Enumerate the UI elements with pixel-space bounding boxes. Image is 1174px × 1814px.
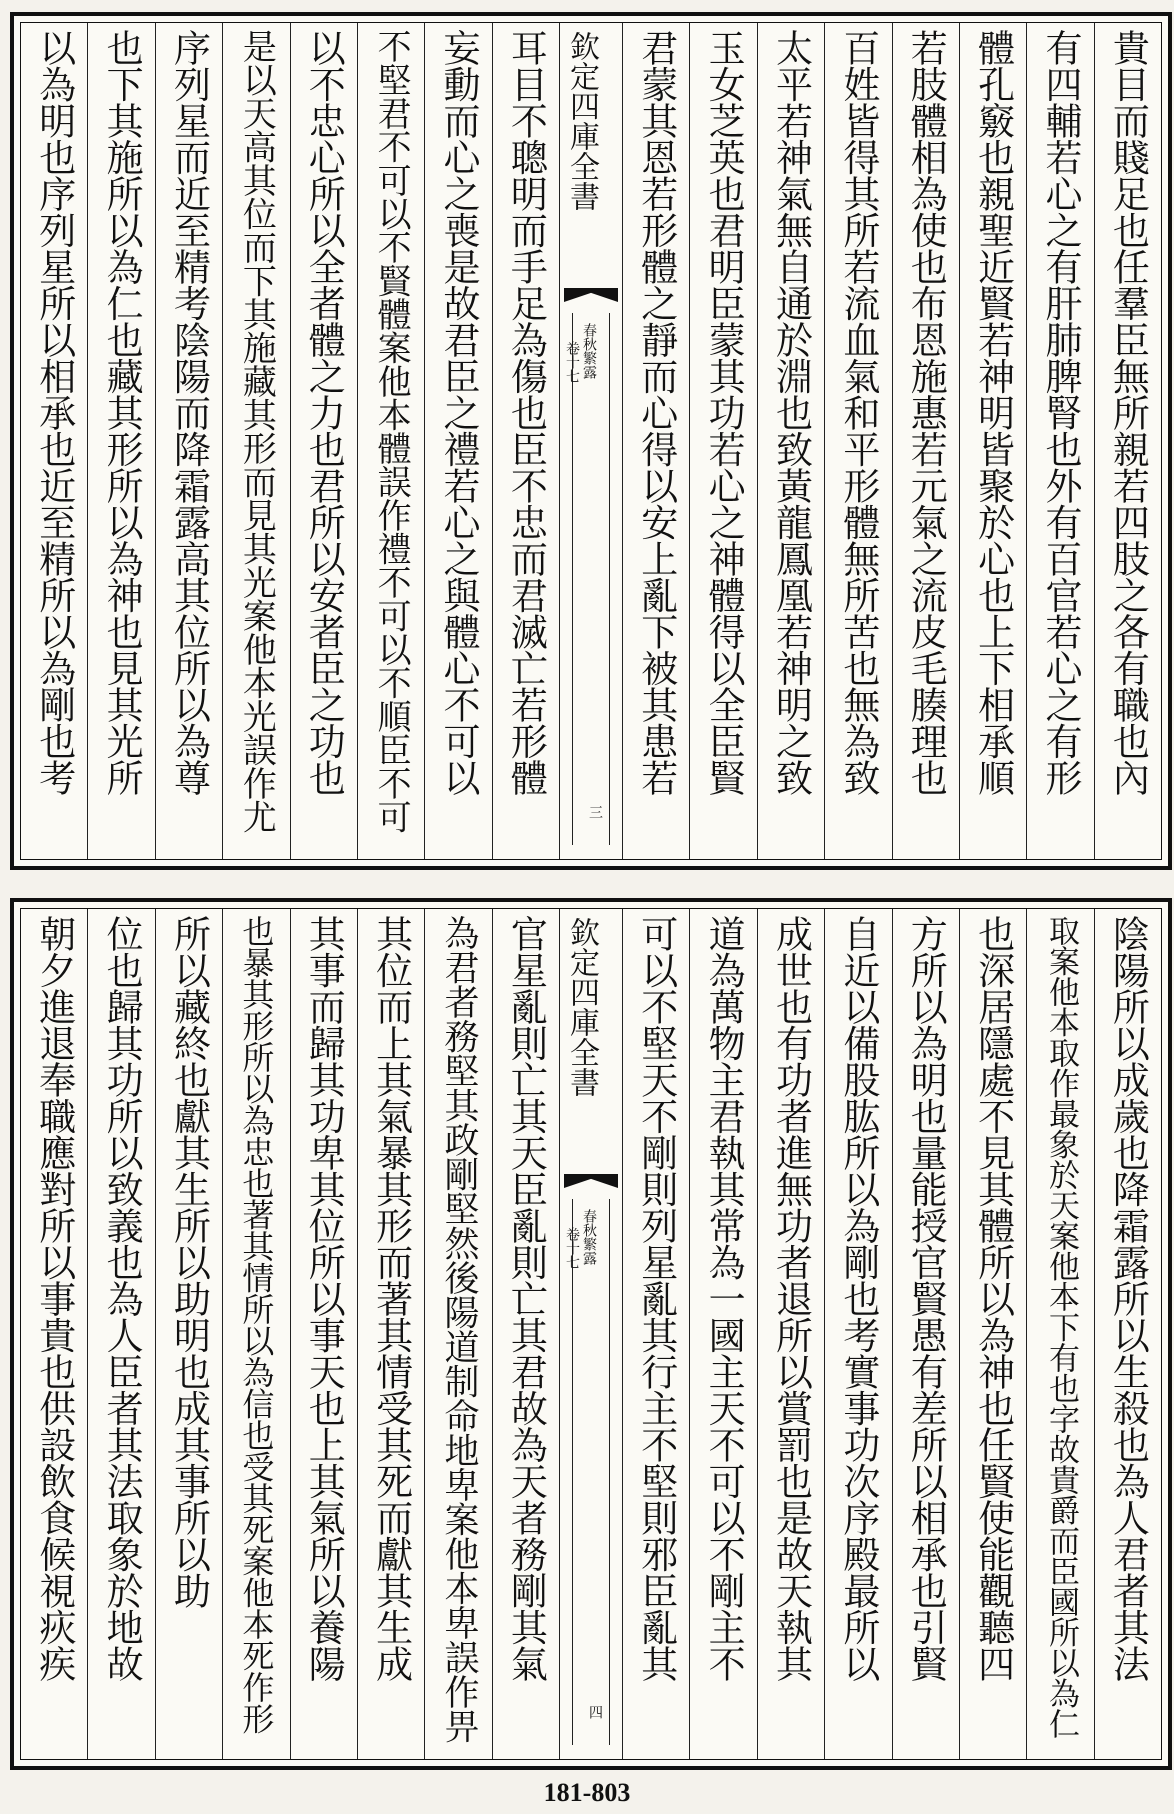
text-columns-top: [21, 23, 1161, 859]
column-text: 陰陽所以成歲也降霜露所以生殺也為人君者其法: [1106, 915, 1150, 1682]
column-text: 方所以為明也量能授官賢愚有差所以相承也引賢: [904, 915, 948, 1682]
text-column: [222, 23, 289, 859]
column-text: 也深居隱處不見其體所以為神也任賢使能觀聽四: [971, 915, 1015, 1682]
text-column: [824, 23, 891, 859]
text-column: [492, 909, 559, 1759]
page-bottom: [10, 898, 1172, 1770]
volume-label: 卷十七: [564, 341, 580, 383]
text-column: [290, 23, 357, 859]
column-text: 其位而上其氣暴其形而著其情受其死而獻其生成: [369, 915, 413, 1682]
column-text: 百姓皆得其所若流血氣和平形體無所苦也無為致: [836, 29, 880, 796]
text-column: [155, 23, 222, 859]
column-text: 成世也有功者進無功者退所以賞罰也是故天執其: [769, 915, 813, 1682]
column-text: 位也歸其功所以致義也為人臣者其法取象於地故: [100, 915, 144, 1682]
text-column: [757, 909, 824, 1759]
page-number: 三: [587, 805, 603, 819]
column-text: 是以天高其位而下其施藏其形而見其光案他本光誤作尤: [236, 29, 277, 833]
text-column: [21, 23, 87, 859]
text-column: [1094, 909, 1161, 1759]
collection-title: 欽定四庫全書: [564, 917, 599, 1097]
text-column: [892, 23, 959, 859]
text-column: [959, 909, 1026, 1759]
column-text: 也暴其形所以為忠也著其情所以為信也受其死案他本死作形: [237, 915, 276, 1734]
text-column: [689, 23, 756, 859]
fold-lines: [572, 313, 610, 845]
text-column: [357, 23, 424, 859]
center-fold: [559, 909, 622, 1759]
text-column: [959, 23, 1026, 859]
column-text: 為君者務堅其政剛堅然後陽道制命地卑案他本卑誤作畀: [438, 915, 479, 1743]
text-column: [757, 23, 824, 859]
collection-title: 欽定四庫全書: [564, 31, 599, 211]
book-title: 春秋繁露: [581, 323, 597, 379]
column-text: 妄動而心之喪是故君臣之禮若心之與體心不可以: [436, 29, 480, 796]
page-top: [10, 12, 1172, 870]
page-code: 181-803: [543, 1778, 631, 1807]
column-text: 可以不堅天不剛則列星亂其行主不堅則邪臣亂其: [634, 915, 678, 1682]
column-text: 取案他本取作最象於天案他本下有也字故貴爵而臣國所以為仁: [1042, 915, 1079, 1739]
text-column: [1026, 909, 1093, 1759]
column-text: 太平若神氣無自通於淵也致黃龍鳳凰若神明之致: [769, 29, 813, 796]
column-text: 其事而歸其功卑其位所以事天也上其氣所以養陽: [302, 915, 346, 1682]
text-column: [824, 909, 891, 1759]
column-text: 耳目不聰明而手足為傷也臣不忠而君滅亡若形體: [504, 29, 548, 796]
text-column: [892, 909, 959, 1759]
column-text: 不堅君不可以不賢體案他本體誤作禮不可以不順臣不可: [371, 29, 412, 833]
text-column: [622, 23, 689, 859]
column-text: 也下其施所以為仁也藏其形所以為神也見其光所: [100, 29, 144, 796]
column-text: 君蒙其恩若形體之靜而心得以安上亂下被其患若: [634, 29, 678, 796]
text-column: [357, 909, 424, 1759]
book-title: 春秋繁露: [581, 1209, 597, 1265]
text-column: [689, 909, 756, 1759]
text-column: [424, 909, 491, 1759]
column-text: 玉女芝英也君明臣蒙其功若心之神體得以全臣賢: [702, 29, 746, 796]
column-text: 自近以備股肱所以為剛也考實事功次序殿最所以: [836, 915, 880, 1682]
column-text: 以為明也序列星所以相承也近至精所以為剛也考: [32, 29, 76, 796]
column-text: 所以藏終也獻其生所以助明也成其事所以助: [167, 915, 211, 1609]
fishtail-mark: [560, 288, 622, 310]
text-column: [1094, 23, 1161, 859]
page-number: 四: [587, 1705, 603, 1719]
fishtail-mark: [560, 1174, 622, 1196]
column-text: 若肢體相為使也布恩施惠若元氣之流皮毛腠理也: [904, 29, 948, 796]
text-column: [290, 909, 357, 1759]
volume-label: 卷十七: [564, 1227, 580, 1269]
text-columns-bottom: [21, 909, 1161, 1759]
text-column: [492, 23, 559, 859]
text-column: [155, 909, 222, 1759]
center-fold: [559, 23, 622, 859]
column-text: 朝夕進退奉職應對所以事貴也供設飲食候視疢疾: [32, 915, 76, 1682]
column-text: 道為萬物主君執其常為一國主天不可以不剛主不: [702, 915, 746, 1682]
text-column: [424, 23, 491, 859]
column-text: 貴目而賤足也任羣臣無所親若四肢之各有職也內: [1106, 29, 1150, 796]
text-column: [87, 909, 154, 1759]
column-text: 官星亂則亡其天臣亂則亡其君故為天者務剛其氣: [504, 915, 548, 1682]
text-column: [622, 909, 689, 1759]
text-column: [222, 909, 289, 1759]
text-column: [21, 909, 87, 1759]
text-column: [1026, 23, 1093, 859]
column-text: 有四輔若心之有肝肺脾腎也外有百官若心之有形: [1038, 29, 1082, 796]
fold-lines: [572, 1199, 610, 1745]
column-text: 序列星而近至精考陰陽而降霜露高其位所以為尊: [167, 29, 211, 796]
text-column: [87, 23, 154, 859]
column-text: 體孔竅也親聖近賢若神明皆聚於心也上下相承順: [971, 29, 1015, 796]
column-text: 以不忠心所以全者體之力也君所以安者臣之功也: [302, 29, 346, 796]
